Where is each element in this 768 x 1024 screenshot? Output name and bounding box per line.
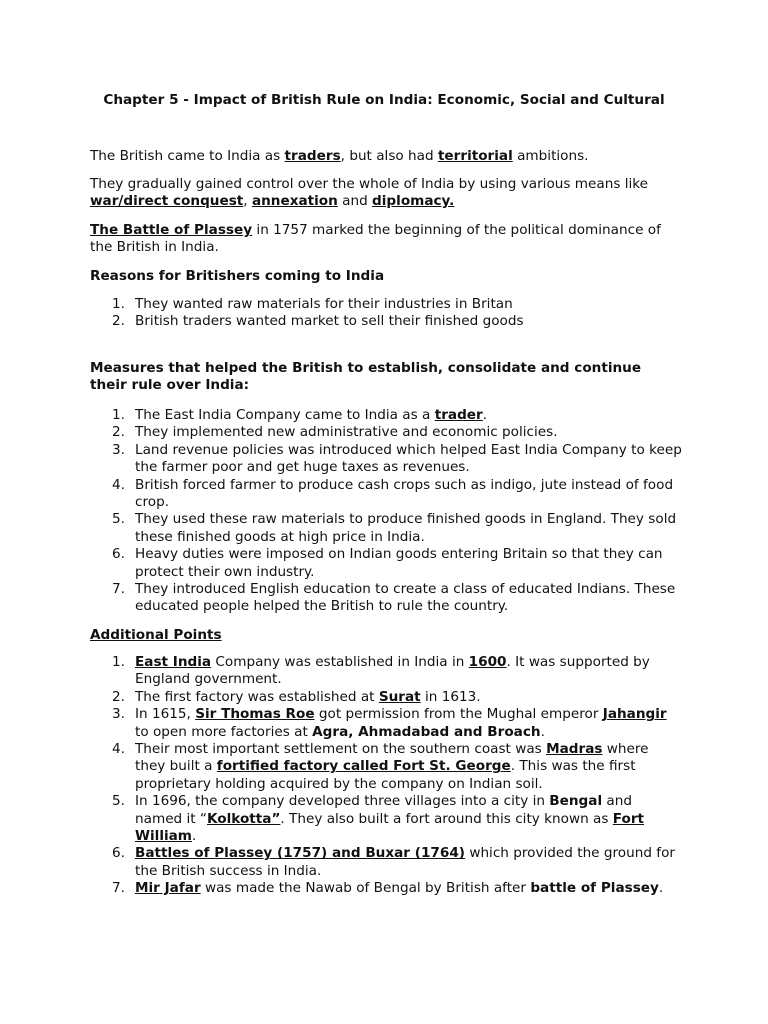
text: to open more factories at xyxy=(135,723,313,740)
measures-list xyxy=(90,407,682,616)
text: . They also built a fort around this city known as xyxy=(280,810,613,827)
list-item xyxy=(90,880,682,897)
text: The first factory was established at xyxy=(135,688,379,705)
keyword-fort-william: Fort William xyxy=(135,810,645,845)
text: . xyxy=(540,723,545,740)
list-item xyxy=(90,546,682,581)
list-item xyxy=(90,313,682,330)
keyword-territorial: territorial xyxy=(437,148,513,164)
page-title: Chapter 5 - Impact of British Rule on India: Economic, Social and Cultural xyxy=(103,92,665,108)
list-item xyxy=(90,689,682,706)
keyword-battles-plassey-buxar: Battles of Plassey (1757) and Buxar (1764) xyxy=(135,845,465,862)
text: In 1696, the company developed three villages into a city in xyxy=(135,793,550,810)
keyword-war: war/direct conquest xyxy=(90,193,244,210)
list-item-text: They implemented new administrative and economic policies. xyxy=(135,424,558,441)
text: . xyxy=(482,407,488,423)
list-number: 5. xyxy=(112,511,125,528)
list-item xyxy=(90,296,682,313)
list-item xyxy=(90,407,682,424)
text: where they built a xyxy=(135,741,649,775)
list-number: 4. xyxy=(112,741,125,758)
list-item-text: British traders wanted market to sell their finished goods xyxy=(135,313,524,330)
intro-paragraph-1 xyxy=(90,148,682,165)
keyword-surat: Surat xyxy=(378,688,421,705)
list-number: 5. xyxy=(112,793,125,810)
keyword-annexation: annexation xyxy=(251,193,338,210)
text: in 1757 marked the beginning of the political dominance of the British in India. xyxy=(90,222,661,256)
text: , xyxy=(243,193,252,210)
list-number: 6. xyxy=(112,546,125,563)
text: which provided the ground for the British success in India. xyxy=(135,845,675,879)
text: They gradually gained control over the whole of India by using various means like xyxy=(90,176,649,192)
keyword-diplomacy: diplomacy. xyxy=(372,193,455,210)
keyword-traders: traders xyxy=(284,148,341,164)
list-item xyxy=(90,793,682,845)
list-number: 7. xyxy=(112,581,125,598)
list-item-text: British forced farmer to produce cash crops such as indigo, jute instead of food crop. xyxy=(135,476,674,511)
keyword-kolkotta: Kolkotta” xyxy=(206,810,281,827)
text: and xyxy=(337,193,373,210)
list-item xyxy=(90,477,682,512)
keyword-battle-of-plassey: The Battle of Plassey xyxy=(90,222,253,238)
keyword-mir-jafar: Mir Jafar xyxy=(135,880,201,897)
text: In 1615, xyxy=(135,706,196,723)
reasons-list xyxy=(90,296,682,331)
list-item xyxy=(90,581,682,616)
keyword-trader: trader xyxy=(434,407,483,423)
text: , but also had xyxy=(340,148,438,164)
keyword-sir-thomas-roe: Sir Thomas Roe xyxy=(195,706,315,723)
intro-paragraph-2 xyxy=(90,176,682,211)
keyword-agra-ahmadabad-broach: Agra, Ahmadabad and Broach xyxy=(312,723,541,740)
text: was made the Nawab of Bengal by British after xyxy=(200,880,531,897)
list-item-text: Heavy duties were imposed on Indian goods entering Britain so that they can protect their own industry. xyxy=(135,546,663,580)
text: ambitions. xyxy=(512,148,589,164)
list-number: 1. xyxy=(112,296,125,312)
keyword-bengal: Bengal xyxy=(549,793,603,810)
text: . It was supported by England government. xyxy=(135,654,650,688)
keyword-madras: Madras xyxy=(546,741,603,758)
text: in 1613. xyxy=(420,688,481,705)
reasons-heading: Reasons for Britishers coming to India xyxy=(90,268,385,284)
list-number: 3. xyxy=(112,706,125,723)
text: and named it “ xyxy=(135,793,633,827)
list-item xyxy=(90,654,682,689)
list-item-text: Land revenue policies was introduced which helped East India Company to keep the farmer poor and get huge taxes as revenues. xyxy=(135,441,682,476)
keyword-jahangir: Jahangir xyxy=(602,706,667,723)
text: The East India Company came to India as a xyxy=(135,407,435,423)
text: Company was established in India in xyxy=(211,654,469,670)
measures-heading: Measures that helped the British to establish, consolidate and continue their rule over India: xyxy=(90,360,642,394)
list-number: 4. xyxy=(112,476,125,493)
list-item xyxy=(90,424,682,441)
text: . This was the first proprietary holding acquired by the company on Indian soil. xyxy=(135,758,636,792)
list-item-text: They used these raw materials to produce finished goods in England. They sold these finished goods at high price in India. xyxy=(135,511,677,545)
list-number: 3. xyxy=(112,441,125,458)
list-item xyxy=(90,442,682,477)
list-number: 2. xyxy=(112,688,125,705)
text: . xyxy=(658,880,664,897)
list-item-text: They introduced English education to create a class of educated Indians. These educated people helped the British to rule the country. xyxy=(135,581,676,615)
keyword-fort-st-george: fortified factory called Fort St. George xyxy=(216,758,511,775)
additional-heading: Additional Points xyxy=(90,627,222,643)
keyword-east-india: East India xyxy=(135,654,212,670)
text: Their most important settlement on the southern coast was xyxy=(135,741,547,758)
text: got permission from the Mughal emperor xyxy=(314,706,603,723)
list-item xyxy=(90,741,682,793)
list-number: 2. xyxy=(112,313,125,330)
list-item-text: They wanted raw materials for their industries in Britan xyxy=(135,296,513,312)
keyword-battle-of-plassey-2: battle of Plassey xyxy=(530,880,659,897)
list-number: 1. xyxy=(112,407,125,423)
additional-list xyxy=(90,654,682,898)
list-number: 6. xyxy=(112,845,125,862)
keyword-1600: 1600 xyxy=(468,654,507,670)
list-number: 1. xyxy=(112,654,125,670)
list-number: 2. xyxy=(112,424,125,441)
list-item xyxy=(90,845,682,880)
text: The British came to India as xyxy=(90,148,285,164)
list-number: 7. xyxy=(112,880,125,897)
intro-paragraph-3 xyxy=(90,222,682,257)
list-item xyxy=(90,511,682,546)
text: . xyxy=(191,828,197,845)
list-item xyxy=(90,706,682,741)
